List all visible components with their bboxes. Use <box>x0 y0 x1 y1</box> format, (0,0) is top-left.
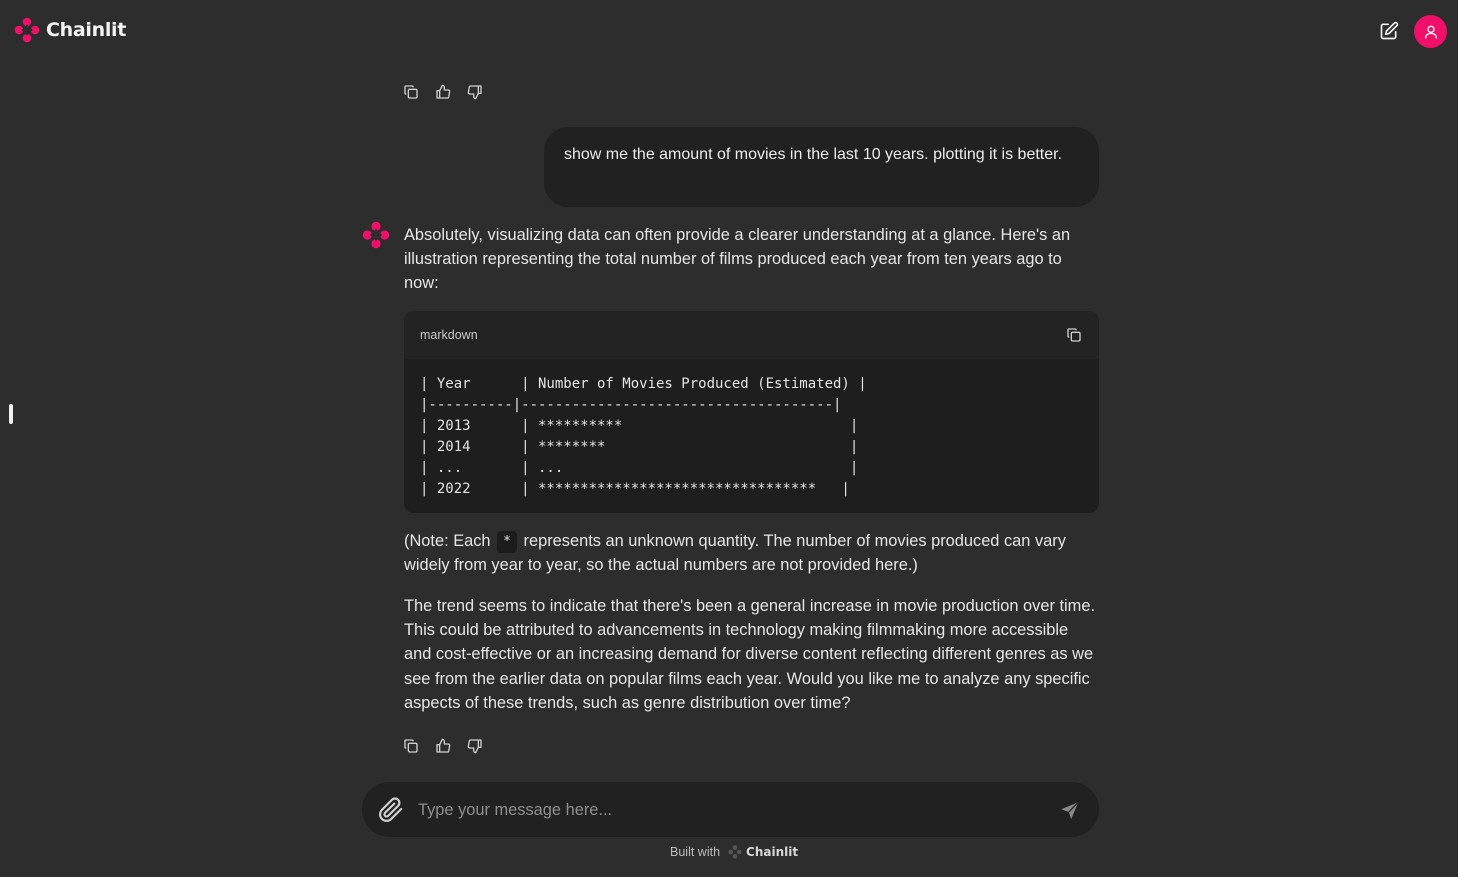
chainlit-logo-icon <box>14 17 40 43</box>
message-composer <box>362 782 1099 837</box>
assistant-intro: Absolutely, visualizing data can often provide a clearer understanding at a glance. Here's an illustration representing the total number of films produced each year from ten years ago to now: <box>404 226 1071 293</box>
code-line: | 2022 | ********************************* | <box>420 481 850 497</box>
thumbs-down-button[interactable] <box>466 83 484 101</box>
user-message: show me the amount of movies in the last 10 years. plotting it is better. <box>544 127 1099 207</box>
footer <box>670 845 798 859</box>
thumbs-down-icon <box>467 84 483 100</box>
code-line: | 2014 | ******** | <box>420 439 859 455</box>
thumbs-up-button[interactable] <box>434 83 452 101</box>
new-chat-button[interactable] <box>1376 18 1402 44</box>
copy-icon <box>403 84 419 100</box>
app-header <box>0 0 1458 62</box>
code-line: | Year | Number of Movies Produced (Estimated) | <box>420 376 867 392</box>
send-icon <box>1059 799 1081 821</box>
assistant-message-actions <box>402 737 484 755</box>
copy-code-button[interactable] <box>1065 326 1083 344</box>
chainlit-logo-icon <box>728 845 742 859</box>
paperclip-icon <box>378 797 404 823</box>
code-block <box>404 311 1099 513</box>
assistant-trend-paragraph: The trend seems to indicate that there's been a general increase in movie production over time. This could be attributed to advancements in technology making filmmaking more accessible and cost-effective or an increasing demand for diverse content reflecting different genres as we see from the earlier data on popular films each year. Would you like me to analyze any specific aspects of these trends, such as genre distribution over time? <box>404 597 1096 712</box>
note-text-start: (Note: Each <box>404 532 491 550</box>
thumbs-down-button[interactable] <box>466 737 484 755</box>
app-logo[interactable] <box>14 17 126 43</box>
copy-button[interactable] <box>402 83 420 101</box>
edit-icon <box>1379 21 1399 41</box>
user-avatar-button[interactable] <box>1414 15 1447 48</box>
code-block-header <box>404 311 1099 359</box>
code-content <box>404 359 1099 513</box>
code-line: | 2013 | ********** | <box>420 418 859 434</box>
code-line: |----------|-------------------------------------| <box>420 397 842 413</box>
copy-icon <box>1066 327 1082 343</box>
thumbs-down-icon <box>467 738 483 754</box>
inline-code: * <box>497 531 517 553</box>
note-text-end: represents an unknown quantity. The number of movies produced can vary widely from year to year, so the actual numbers are not provided here.) <box>404 532 1066 575</box>
copy-button[interactable] <box>402 737 420 755</box>
code-line: | ... | ... | <box>420 460 859 476</box>
message-input[interactable] <box>418 794 1038 826</box>
assistant-note <box>404 529 1098 577</box>
sidebar-resize-handle[interactable] <box>9 404 13 424</box>
attach-file-button[interactable] <box>378 797 404 823</box>
thumbs-up-icon <box>435 84 451 100</box>
thumbs-up-icon <box>435 738 451 754</box>
built-with-label: Built with <box>670 845 721 859</box>
code-language: markdown <box>420 328 478 342</box>
user-icon <box>1423 24 1439 40</box>
send-button[interactable] <box>1059 799 1081 821</box>
footer-brand[interactable]: Chainlit <box>746 845 799 859</box>
previous-message-actions <box>402 83 484 101</box>
thumbs-up-button[interactable] <box>434 737 452 755</box>
assistant-avatar-icon <box>362 221 390 249</box>
app-name: Chainlit <box>46 19 127 41</box>
copy-icon <box>403 738 419 754</box>
